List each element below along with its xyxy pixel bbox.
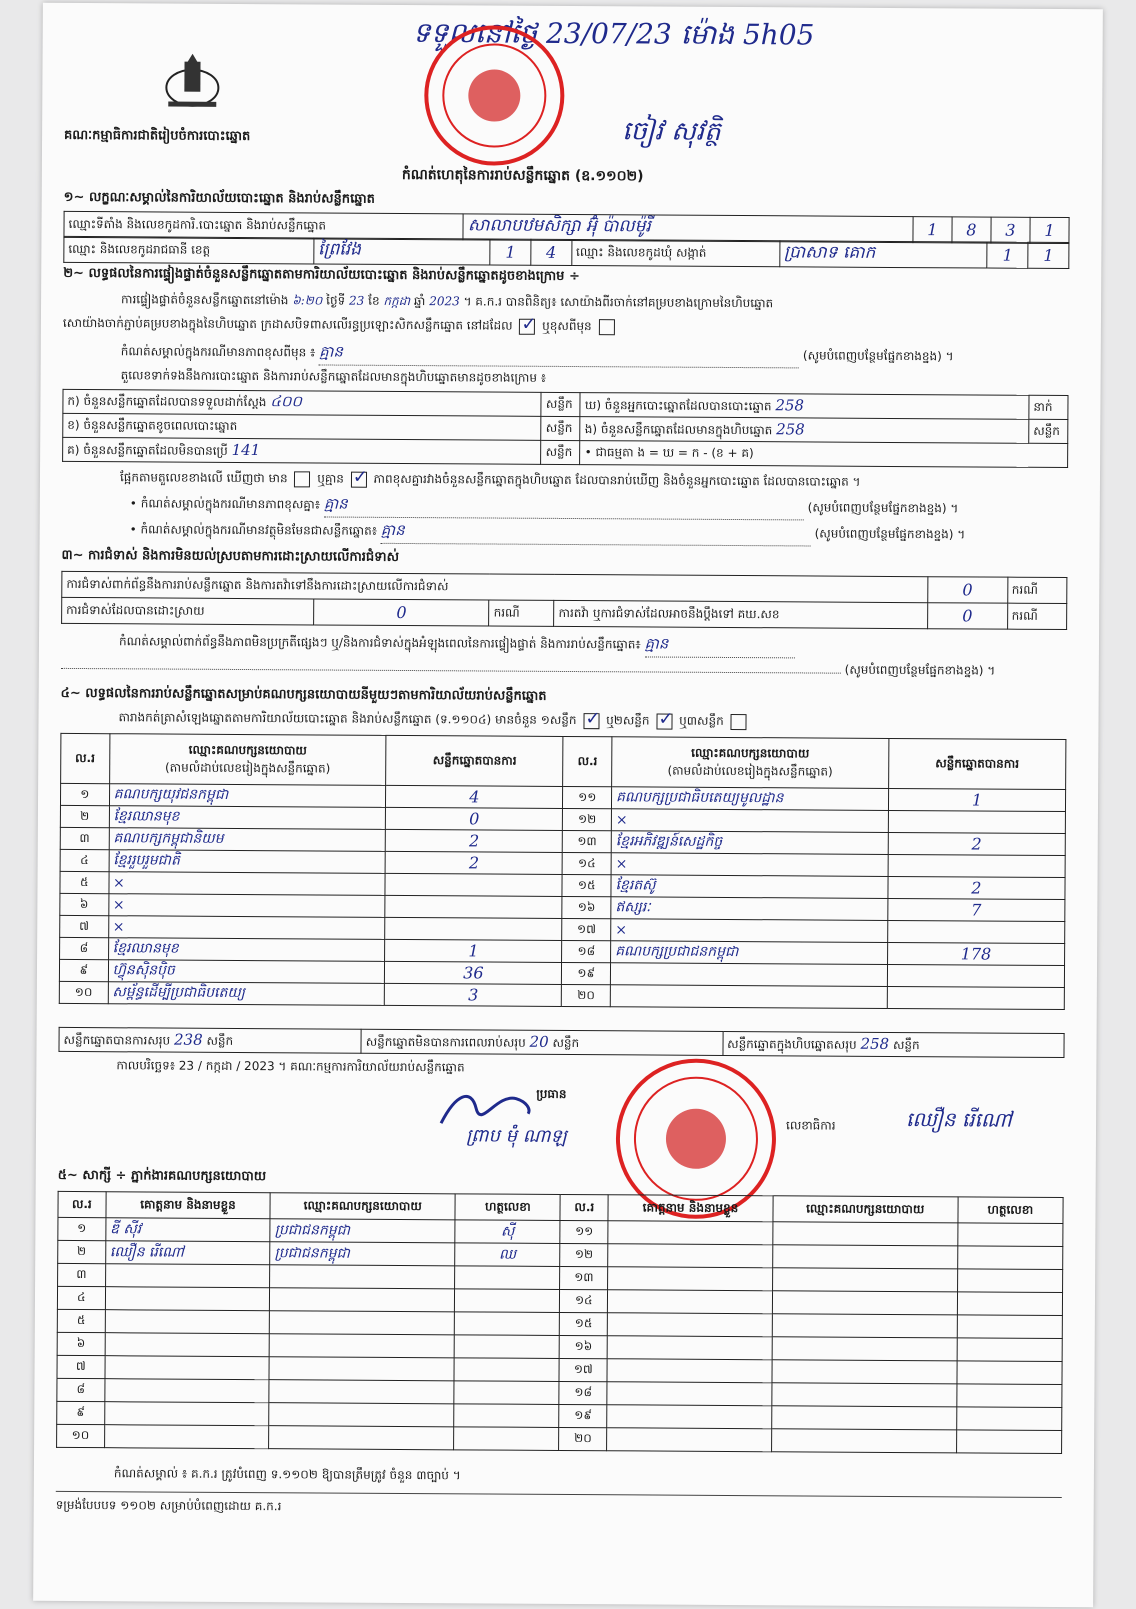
vote-count: 0 <box>386 807 563 830</box>
witness-name <box>608 1244 773 1268</box>
different-checkbox[interactable] <box>598 319 614 335</box>
year-value: 2023 <box>429 294 460 309</box>
row-a-value: ៤០០ <box>270 391 303 410</box>
received-note: ទទួលនៅថ្ងៃ 23/07/23 ម៉ោង 5h05 <box>412 16 815 52</box>
witness-signature <box>956 1384 1062 1408</box>
party-name: សម្ព័ន្ធដើម្បីប្រជាធិបតេយ្យ <box>108 982 385 1006</box>
code-digit: 1 <box>913 217 952 243</box>
code-digit: 1 <box>1028 242 1069 268</box>
witness-name <box>104 1379 269 1403</box>
row-number: ១៨ <box>562 940 611 962</box>
witness-signature <box>455 1289 560 1313</box>
section2-para2 <box>63 315 1073 339</box>
witness-name <box>608 1221 773 1245</box>
witness-name <box>105 1264 270 1288</box>
official-stamp-top <box>424 25 565 166</box>
section3-note <box>119 631 1069 660</box>
witness-party <box>772 1383 957 1407</box>
witness-signature <box>957 1269 1063 1293</box>
row-number: ៥ <box>57 1309 105 1332</box>
bullet1 <box>130 493 1070 522</box>
objection-row-label: ការជំទាស់ពាក់ព័ន្ធនឹងការរាប់សន្លឹកឆ្នោត និងការតវ៉ាទៅនឹងការដោះស្រាយលើការជំទាស់ <box>62 571 928 602</box>
total-valid-label: សន្លឹកឆ្នោតបានការសរុប <box>63 1032 171 1048</box>
witness-name <box>607 1313 772 1337</box>
row-number: ៨ <box>57 1378 105 1401</box>
secretary-name: ឈឿន រើណៅ <box>906 1107 1012 1132</box>
row-number: ១១ <box>560 1220 608 1243</box>
row-number: ៨ <box>60 937 109 959</box>
col-no: ល.រ <box>560 1194 608 1220</box>
row-number: ១៨ <box>559 1381 607 1404</box>
row-c-value: 141 <box>231 440 261 459</box>
witness-signature <box>957 1223 1063 1247</box>
witness-signature <box>957 1246 1063 1270</box>
party-name: × <box>108 894 385 918</box>
witness-party <box>772 1314 957 1338</box>
witness-name: ឌី ស៊ីវ <box>105 1218 270 1242</box>
resolved-count: 0 <box>314 599 489 626</box>
party-name: × <box>109 872 386 896</box>
unit-label: សន្លឹក <box>541 392 580 416</box>
col-party: ឈ្មោះគណបក្សនយោបាយ <box>270 1193 455 1220</box>
vote-count <box>385 917 562 940</box>
row-e-value: 258 <box>776 419 805 438</box>
row-number: ១ <box>58 1217 106 1240</box>
witness-party: ប្រជាជនកម្ពុជា <box>270 1242 455 1266</box>
code-digit: 3 <box>991 217 1030 243</box>
witness-name <box>105 1310 270 1334</box>
vote-count: 36 <box>385 961 562 984</box>
row-number: ១៥ <box>560 1312 608 1335</box>
no-difference-checkbox[interactable] <box>351 471 367 487</box>
witness-name <box>607 1336 772 1360</box>
witness-signature <box>956 1407 1062 1431</box>
col-sign: ហត្ថលេខា <box>455 1194 561 1221</box>
witness-party <box>270 1288 455 1312</box>
vote-count <box>887 986 1064 1009</box>
col-sign: ហត្ថលេខា <box>958 1197 1064 1224</box>
row-number: ៩ <box>57 1401 105 1424</box>
witness-signature <box>454 1427 559 1451</box>
row-number: ១៣ <box>560 1266 608 1289</box>
doc-title: កំណត់ហេតុនៃការរាប់សន្លឹកឆ្នោត (ឧ.១១០២) <box>401 166 644 185</box>
witness-party <box>270 1265 455 1289</box>
vote-count: 1 <box>385 939 562 962</box>
row-number: ៤ <box>60 849 109 871</box>
party-name: ខ្មែរអភិវឌ្ឍន៍សេដ្ឋកិច្ច <box>611 831 888 855</box>
party-name: គណបក្សប្រជាជនកម្ពុជា <box>611 941 888 965</box>
vote-count: 3 <box>385 983 562 1006</box>
section5-footnote: កំណត់សម្គាល់ ៖ គ.ក.រ ត្រូវបំពេញ ទ.១១០២ ឱ្យបានត្រឹមត្រូវ ចំនួន ៣ច្បាប់ ។ <box>113 1466 461 1483</box>
code-digit: 4 <box>531 239 572 265</box>
bullet2 <box>130 519 1070 548</box>
totals-table <box>58 1027 1064 1058</box>
witness-name <box>105 1287 270 1311</box>
row1-label: ឈ្មោះទីតាំង និងលេខកូដការិ.បោះឆ្នោត និងរាប់សន្លឹកឆ្នោត <box>64 211 464 239</box>
bullet1-label: • កំណត់សម្គាល់ក្នុងករណីមានភាពខុសគ្នា៖ <box>129 496 321 512</box>
row-number: ១៤ <box>560 1289 608 1312</box>
party-name: ហ៊្វុនស៊ិនប៉ិច <box>108 960 385 984</box>
code-digit: 1 <box>987 242 1028 268</box>
total-box-value: 258 <box>860 1034 890 1053</box>
section4-heading: ៤~ លទ្ធផលនៃការរាប់សន្លឹកឆ្នោតសម្រាប់គណបក្សនយោបាយនីមួយៗតាមការិយាល័យរាប់សន្លឹកឆ្នោត <box>60 685 547 704</box>
row-number: ១៩ <box>559 1404 607 1427</box>
witness-name <box>607 1359 772 1383</box>
witness-name <box>104 1402 269 1426</box>
witness-name: ឈឿន រើណៅ <box>105 1241 270 1265</box>
row-number: ៧ <box>60 915 109 937</box>
col-party-sub: (តាមលំដាប់លេខរៀងក្នុងសន្លឹកឆ្នោត) <box>164 760 331 776</box>
witness-signature: ស៊ី <box>455 1220 560 1244</box>
vote-count <box>385 895 562 918</box>
col-party-sub: (តាមលំដាប់លេខរៀងក្នុងសន្លឹកឆ្នោត) <box>667 763 833 779</box>
vote-count <box>888 854 1065 877</box>
section3-fill <box>61 657 1071 681</box>
vote-count: 2 <box>386 829 563 852</box>
col-no: ល.រ <box>61 733 110 783</box>
row-number: ១០ <box>57 1424 105 1447</box>
row-number: ២ <box>58 1240 106 1263</box>
witness-party <box>270 1311 455 1335</box>
witness-party <box>771 1406 956 1430</box>
party-name: × <box>611 809 888 833</box>
party-name: ខ្មែរតស៊ូ <box>611 875 888 899</box>
row-number: ៧ <box>57 1355 105 1378</box>
row1-value: សាលាបឋមសិក្សា អ៊ុំ ប៉ាលម៉ូរី <box>463 214 913 243</box>
row-number: ៣ <box>58 1263 106 1286</box>
party-name: ខ្មែររួបរួមជាតិ <box>109 850 386 874</box>
vote-count <box>887 920 1064 943</box>
note-value: គ្មាន <box>319 342 799 368</box>
row2-label: ឈ្មោះ និងលេខកូដរាជធានី ខេត្ត <box>64 236 314 264</box>
resolved-label: ការជំទាស់ដែលបានដោះស្រាយ <box>62 597 314 625</box>
witness-name <box>608 1290 773 1314</box>
chair-name: ព្រាប ម៉ុំ ណាឡ <box>465 1125 567 1147</box>
fill-more-text: (សូមបំពេញបន្ថែមផ្នែកខាងខ្នង) ។ <box>802 348 954 364</box>
section3-table <box>61 571 1067 630</box>
total-invalid-label: សន្លឹកឆ្នោតមិនបានការពេលរាប់សរុប <box>365 1034 526 1050</box>
row-number: ១០ <box>59 981 108 1003</box>
row-d-value: 258 <box>775 395 805 414</box>
row-number: ២០ <box>562 984 611 1006</box>
bullet2-label: • កំណត់សម្គាល់ក្នុងករណីមានវត្ថុមិនមែនជាសន្លឹកឆ្នោត៖ <box>129 522 378 538</box>
same-checkbox[interactable] <box>519 318 535 334</box>
case-label: ករណី <box>1007 603 1067 629</box>
no-label: ឬគ្មាន <box>317 471 344 486</box>
witness-signature <box>454 1381 559 1405</box>
witness-name <box>607 1428 772 1452</box>
para1-text: ការផ្ទៀងផ្ទាត់ចំនួនសន្លឹកឆ្នោតនៅម៉ោង <box>121 292 289 308</box>
section3-note-label: កំណត់សម្គាល់ពាក់ព័ន្ធនឹងភាពមិនប្រក្រតីផ្សេងៗ ឬ/និងការជំទាស់ក្នុងអំឡុងពេលនៃការផ្ទៀងផ្ទាត់ និងការរាប់សន្លឹកឆ្នោត៖ <box>118 634 641 652</box>
witness-name <box>105 1356 270 1380</box>
row-number: ២ <box>60 805 109 827</box>
party-name: ខ្មែរឈានមុខ <box>108 938 385 962</box>
row-number: ១៩ <box>562 962 611 984</box>
witness-party <box>772 1245 957 1269</box>
row-b-label: ខ) ចំនួនសន្លឹកឆ្នោតខូចពេលបោះឆ្នោត <box>67 417 238 433</box>
party-name: គណបក្សប្រជាធិបតេយ្យមូលដ្ឋាន <box>611 787 888 811</box>
party-name: × <box>611 919 888 943</box>
row-number: ១២ <box>560 1243 608 1266</box>
witness-party <box>269 1357 454 1381</box>
one-sheet-checkbox[interactable] <box>583 713 599 729</box>
row-number: ៤ <box>57 1286 105 1309</box>
appeal-label: ការតវ៉ា ឬការជំទាស់ដែលអាចនឹងប្តឹងទៅ គឃ.សខ <box>554 600 928 628</box>
two-sheets-label: ឬ២សន្លឹក <box>606 713 650 728</box>
day-value: 23 <box>349 293 365 308</box>
para1-tail: ។ គ.ក.រ បានពិនិត្យ៖ សោយ៉ាងពីរចាក់នៅគម្របខាងក្រោមនៃហិបឆ្នោត <box>463 294 774 311</box>
witness-signature <box>454 1335 559 1359</box>
witness-party <box>269 1380 454 1404</box>
row-number: ១៦ <box>562 896 611 918</box>
row-number: ១៧ <box>559 1358 607 1381</box>
witness-name <box>607 1382 772 1406</box>
note-label: កំណត់សម្គាល់ក្នុងករណីមានភាពខុសពីមុន ៖ <box>120 344 316 360</box>
col-party: ឈ្មោះគណបក្សនយោបាយ <box>691 745 810 760</box>
row-number: ១៦ <box>560 1335 608 1358</box>
compare-text: ផ្អែកតាមតួលេខខាងលើ ឃើញថា មាន <box>119 470 288 486</box>
witness-table <box>56 1191 1064 1454</box>
row-number: ៦ <box>60 893 109 915</box>
col-no: ល.រ <box>563 736 612 786</box>
party-name: ឥស្សរៈ <box>611 897 888 921</box>
unit-label: នាក់ <box>1029 395 1068 419</box>
bullet2-value: គ្មាន <box>381 521 811 547</box>
witness-name <box>104 1425 269 1449</box>
row-number: ១៧ <box>562 918 611 940</box>
witness-party: ប្រជាជនកម្ពុជា <box>270 1219 455 1243</box>
vote-count <box>887 964 1064 987</box>
witness-signature <box>957 1338 1063 1362</box>
total-invalid-value: 20 <box>529 1032 549 1051</box>
section4-intro <box>118 709 749 731</box>
row-number: ១១ <box>563 786 612 808</box>
row-number: ១៤ <box>563 852 612 874</box>
row-number: ៥ <box>60 871 109 893</box>
month-label: ខែ <box>368 293 380 308</box>
row2-label2: ឈ្មោះ និងលេខកូដឃុំ សង្កាត់ <box>571 240 779 267</box>
secretary-label: លេខាធិការ <box>786 1118 836 1133</box>
summary-intro: តួលេខទាក់ទងនឹងការបោះឆ្នោត និងការរាប់សន្លឹកឆ្នោតដែលមានក្នុងហិបឆ្នោតមានដូចខាងក្រោម ៖ <box>120 368 547 385</box>
compare-tail: ភាពខុសគ្នារវាងចំនួនសន្លឹកឆ្នោតក្នុងហិបឆ្នោត ដែលបានរាប់ឃើញ និងចំនួនអ្នកបោះឆ្នោត ដែលបានបោះឆ្នោត ។ <box>373 471 861 489</box>
witness-party <box>269 1426 454 1450</box>
year-label: ឆ្នាំ <box>413 294 426 309</box>
witness-signature <box>957 1292 1063 1316</box>
results-table <box>59 733 1067 1010</box>
col-no: ល.រ <box>58 1191 106 1217</box>
or-label: ឬខុសពីមុន <box>542 318 592 334</box>
row2-value: ព្រៃវែង <box>313 238 490 265</box>
row-number: ៩ <box>59 959 108 981</box>
top-signature: ចៀវ សុវត្ថិ <box>622 116 721 147</box>
witness-party <box>772 1268 957 1292</box>
national-emblem-icon <box>160 53 224 109</box>
witness-party <box>269 1403 454 1427</box>
unit-label: សន្លឹក <box>892 1037 920 1052</box>
section2-para1 <box>121 291 1081 315</box>
section5-heading: ៥~ សាក្សី ÷ ភ្នាក់ងារគណបក្សនយោបាយ <box>57 1167 267 1185</box>
footer-text: ទម្រង់បែបបទ ១១០២ សម្រាប់បំពេញដោយ គ.ក.រ <box>55 1497 282 1514</box>
two-sheets-checkbox[interactable] <box>656 713 672 729</box>
month-value: កក្កដា <box>383 293 411 309</box>
witness-party <box>269 1334 454 1358</box>
fill-more-text: (សូមបំពេញបន្ថែមផ្នែកខាងខ្នង) ។ <box>814 526 966 542</box>
row-number: ១៣ <box>563 830 612 852</box>
section1-heading: ១~ លក្ខណៈសម្គាល់នៃការិយាល័យបោះឆ្នោត និងរាប់សន្លឹកឆ្នោត <box>63 189 375 207</box>
vote-count: 178 <box>887 942 1064 965</box>
objection-count: 0 <box>928 577 1008 603</box>
section3-heading: ៣~ ការជំទាស់ និងការមិនយល់ស្របតាមការដោះស្រាយលើការជំទាស់ <box>61 547 400 565</box>
fill-more-text: (សូមបំពេញបន្ថែមផ្នែកខាងខ្នង) ។ <box>807 500 959 516</box>
witness-signature <box>454 1358 559 1382</box>
witness-name <box>607 1405 772 1429</box>
witness-party <box>772 1360 957 1384</box>
witness-name <box>608 1267 773 1291</box>
total-box-label: សន្លឹកឆ្នោតក្នុងហិបឆ្នោតសរុប <box>727 1036 857 1052</box>
form-page <box>33 3 1103 1607</box>
code-digit: 8 <box>952 217 991 243</box>
date-line: កាលបរិច្ឆេទ៖ 23 / កក្កដា / 2023 ។ គណៈកម្មការការិយាល័យរាប់សន្លឹកឆ្នោត <box>116 1058 465 1075</box>
vote-count <box>888 810 1065 833</box>
time-value: ៦:២០ <box>292 293 323 308</box>
witness-party <box>772 1337 957 1361</box>
unit-label: សន្លឹក <box>1029 419 1068 443</box>
row2-value2: ប្រាសាទ គោក <box>779 241 987 268</box>
has-difference-checkbox[interactable] <box>294 471 310 487</box>
fill-more-text: (សូមបំពេញបន្ថែមផ្នែកខាងខ្នង) ។ <box>844 662 996 678</box>
section2-heading: ២~ លទ្ធផលនៃការផ្ទៀងផ្ទាត់ចំនួនសន្លឹកឆ្នោតតាមការិយាល័យបោះឆ្នោត និងរាប់សន្លឹកឆ្នោតដូចខាងក្រោម ÷ <box>63 265 580 285</box>
witness-signature <box>956 1430 1062 1454</box>
party-name: គណបក្សកម្ពុជានិយម <box>109 828 386 852</box>
witness-party <box>771 1429 956 1453</box>
col-votes: សន្លឹកឆ្នោតបានការ <box>386 735 563 786</box>
section2-note <box>121 341 1071 370</box>
unit-label: សន្លឹក <box>552 1035 580 1050</box>
vote-count: 1 <box>888 788 1065 811</box>
witness-party <box>773 1222 958 1246</box>
vote-count: 2 <box>888 832 1065 855</box>
row-number: ១ <box>60 783 109 805</box>
party-name: × <box>611 853 888 877</box>
day-label: ថ្ងៃទី <box>326 293 346 308</box>
witness-signature <box>454 1312 559 1336</box>
party-name <box>610 985 887 1009</box>
witness-name <box>105 1333 270 1357</box>
row-number: ៦ <box>57 1332 105 1355</box>
party-name <box>610 963 887 987</box>
code-digit: 1 <box>490 239 531 265</box>
total-valid-value: 238 <box>173 1030 203 1049</box>
summary-table <box>62 389 1068 468</box>
three-sheets-checkbox[interactable] <box>730 713 746 729</box>
code-digit: 1 <box>1030 217 1069 243</box>
formula-text: • ជាធម្មតា ង = ឃ = ក - (ខ + គ) <box>580 441 1068 468</box>
case-label: ករណី <box>1007 577 1067 603</box>
unit-label: សន្លឹក <box>541 440 580 464</box>
row-e-label: ង) ចំនួនសន្លឹកឆ្នោតដែលមានក្នុងហិបឆ្នោត <box>584 421 773 437</box>
row-number: ១៥ <box>562 874 611 896</box>
vote-count <box>385 873 562 896</box>
table-row <box>57 1424 1062 1453</box>
col-votes: សន្លឹកឆ្នោតបានការ <box>888 738 1065 789</box>
witness-signature <box>957 1315 1063 1339</box>
vote-count: 4 <box>386 785 563 808</box>
unit-label: សន្លឹក <box>206 1033 234 1048</box>
col-name: គោត្តនាម និងនាមខ្លួន <box>608 1195 773 1222</box>
compare-line <box>120 469 1080 493</box>
party-name: × <box>108 916 385 940</box>
row-number: ២០ <box>559 1427 607 1450</box>
witness-signature <box>957 1361 1063 1385</box>
col-party: ឈ្មោះគណបក្សនយោបាយ <box>188 742 307 757</box>
unit-label: សន្លឹក <box>541 416 580 440</box>
witness-signature: ឈ <box>455 1243 560 1267</box>
col-party: ឈ្មោះគណបក្សនយោបាយ <box>773 1196 958 1223</box>
witness-signature <box>455 1266 560 1290</box>
row-d-label: ឃ) ចំនួនអ្នកបោះឆ្នោតដែលបានបោះឆ្នោត <box>584 397 772 413</box>
row-number: ៣ <box>60 827 109 849</box>
bullet1-value: គ្មាន <box>324 495 804 521</box>
section3-note-value: គ្មាន <box>644 634 794 658</box>
organization-name: គណៈកម្មាធិការជាតិរៀបចំការបោះឆ្នោត <box>64 127 251 145</box>
row-a-label: ក) ចំនួនសន្លឹកឆ្នោតដែលបានទទួលដាក់ស្តែង <box>67 393 267 409</box>
appeal-count: 0 <box>927 603 1007 629</box>
party-name: ខ្មែរឈានមុខ <box>109 806 386 830</box>
para2-text: សោយ៉ាងចាក់ភ្ជាប់គម្របខាងក្នុងនៃហិបឆ្នោត ក្រដាសបិទពាសលើរន្ធប្រឡោះសិកសន្លឹកឆ្នោត នៅដដែល <box>62 315 513 333</box>
vote-count: 2 <box>888 876 1065 899</box>
vote-count: 7 <box>888 898 1065 921</box>
witness-party <box>772 1291 957 1315</box>
row-c-label: គ) ចំនួនសន្លឹកឆ្នោតដែលមិនបានប្រើ <box>67 442 228 458</box>
witness-signature <box>454 1404 559 1428</box>
intro-text: តារាងកត់ត្រាសំឡេងឆ្នោតតាមការិយាល័យបោះឆ្នោត និងរាប់សន្លឹកឆ្នោត (ទ.១១០៤) មានចំនួន ១សន្លឹក <box>118 710 577 728</box>
party-name: គណបក្សយុវជនកម្ពុជា <box>109 784 386 808</box>
col-name: គោត្តនាម និងនាមខ្លួន <box>106 1192 271 1219</box>
section1-table-row2 <box>63 236 1069 269</box>
case-label: ករណី <box>489 600 554 626</box>
three-sheets-label: ឬ៣សន្លឹក <box>679 713 724 728</box>
row-number: ១២ <box>563 808 612 830</box>
vote-count: 2 <box>385 851 562 874</box>
chair-label: ប្រធាន <box>536 1086 567 1101</box>
